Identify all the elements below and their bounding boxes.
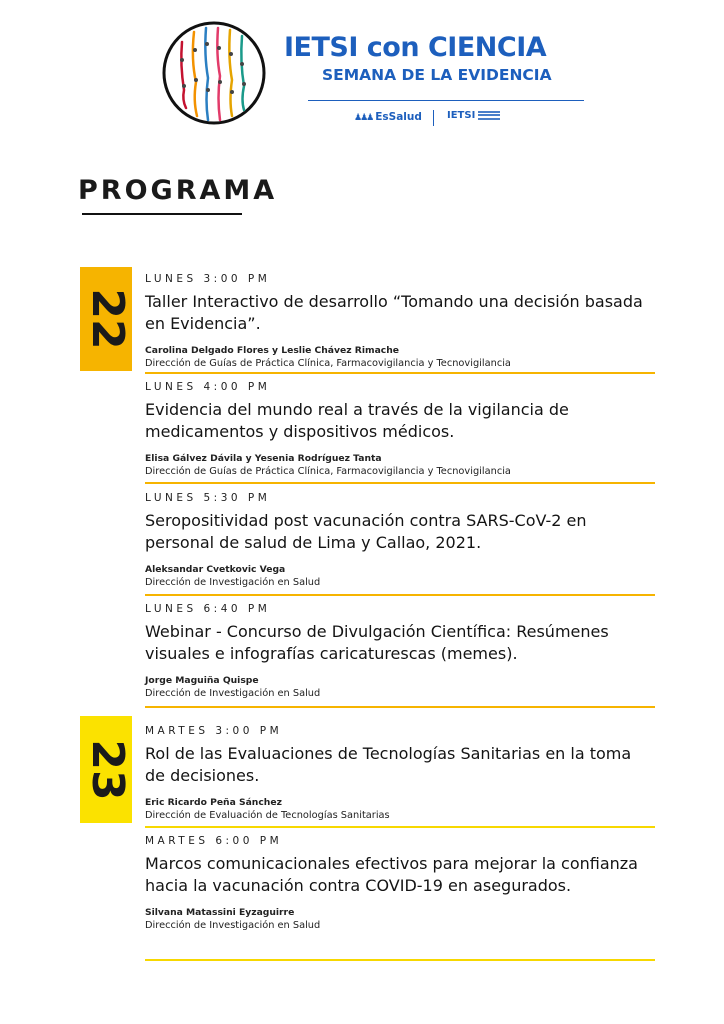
- brand-subtitle: SEMANA DE LA EVIDENCIA: [322, 66, 552, 84]
- session-title: Rol de las Evaluaciones de Tecnologías Sanitarias en la toma de decisiones.: [145, 744, 632, 785]
- session-speaker: Jorge Maguiña Quispe: [145, 675, 259, 686]
- brand-title: IETSI con CIENCIA: [284, 32, 547, 63]
- session-speaker: Eric Ricardo Peña Sánchez: [145, 797, 282, 808]
- essalud-logo: [354, 111, 422, 123]
- session-item: [145, 835, 655, 932]
- session-title: Webinar - Concurso de Divulgación Científica: Resúmenes visuales e infografías caricaturescas (memes).: [145, 622, 609, 663]
- session-item: [145, 492, 655, 589]
- session-department: Dirección de Investigación en Salud: [145, 577, 321, 588]
- session-speaker: Aleksandar Cvetkovic Vega: [145, 564, 286, 575]
- session-divider: [145, 706, 655, 708]
- session-speaker: Elisa Gálvez Dávila y Yesenia Rodríguez Tanta: [145, 453, 382, 464]
- session-item: [145, 725, 655, 822]
- session-time: LUNES 4:00 PM: [145, 381, 271, 393]
- session-item: [145, 603, 655, 700]
- day-tab-22: [80, 267, 132, 371]
- session-divider: [145, 959, 655, 961]
- session-department: Dirección de Evaluación de Tecnologías Sanitarias: [145, 810, 390, 821]
- session-title: Seropositividad post vacunación contra SARS-CoV-2 en personal de salud de Lima y Callao, 2021.: [145, 511, 587, 552]
- title-underline: [82, 213, 242, 215]
- session-title: Evidencia del mundo real a través de la vigilancia de medicamentos y dispositivos médicos.: [145, 400, 569, 441]
- session-department: Dirección de Guías de Práctica Clínica, Farmacovigilancia y Tecnovigilancia: [145, 466, 511, 477]
- session-divider: [145, 594, 655, 596]
- session-title: Marcos comunicacionales efectivos para mejorar la confianza hacia la vacunación contra COVID-19 en asegurados.: [145, 854, 638, 895]
- day-number: 22: [82, 288, 134, 350]
- logo-divider: [433, 110, 434, 126]
- session-department: Dirección de Guías de Práctica Clínica, Farmacovigilancia y Tecnovigilancia: [145, 358, 511, 369]
- session-time: MARTES 3:00 PM: [145, 725, 283, 737]
- session-divider: [145, 826, 655, 828]
- session-divider: [145, 482, 655, 484]
- ietsi-logo: [447, 109, 500, 121]
- header-divider: [308, 100, 584, 101]
- ietsi-logo-lines-icon: [478, 109, 500, 121]
- page-title: PROGRAMA: [78, 175, 278, 206]
- session-item: [145, 381, 655, 478]
- ietsi-logo-text: IETSI: [447, 110, 476, 121]
- session-item: [145, 273, 655, 370]
- session-divider: [145, 372, 655, 374]
- session-department: Dirección de Investigación en Salud: [145, 920, 321, 931]
- essalud-logo-text: EsSalud: [375, 111, 422, 123]
- session-time: MARTES 6:00 PM: [145, 835, 283, 847]
- ietsi-knot-logo: [160, 20, 282, 126]
- people-icon: ♟♟♟: [354, 113, 373, 123]
- session-time: LUNES 3:00 PM: [145, 273, 271, 285]
- session-speaker: Silvana Matassini Eyzaguirre: [145, 907, 295, 918]
- session-speaker: Carolina Delgado Flores y Leslie Chávez Rimache: [145, 345, 399, 356]
- session-title: Taller Interactivo de desarrollo “Tomando una decisión basada en Evidencia”.: [145, 292, 643, 333]
- session-time: LUNES 6:40 PM: [145, 603, 271, 615]
- session-department: Dirección de Investigación en Salud: [145, 688, 321, 699]
- day-tab-23: [80, 716, 132, 823]
- day-number: 23: [82, 738, 134, 801]
- session-time: LUNES 5:30 PM: [145, 492, 271, 504]
